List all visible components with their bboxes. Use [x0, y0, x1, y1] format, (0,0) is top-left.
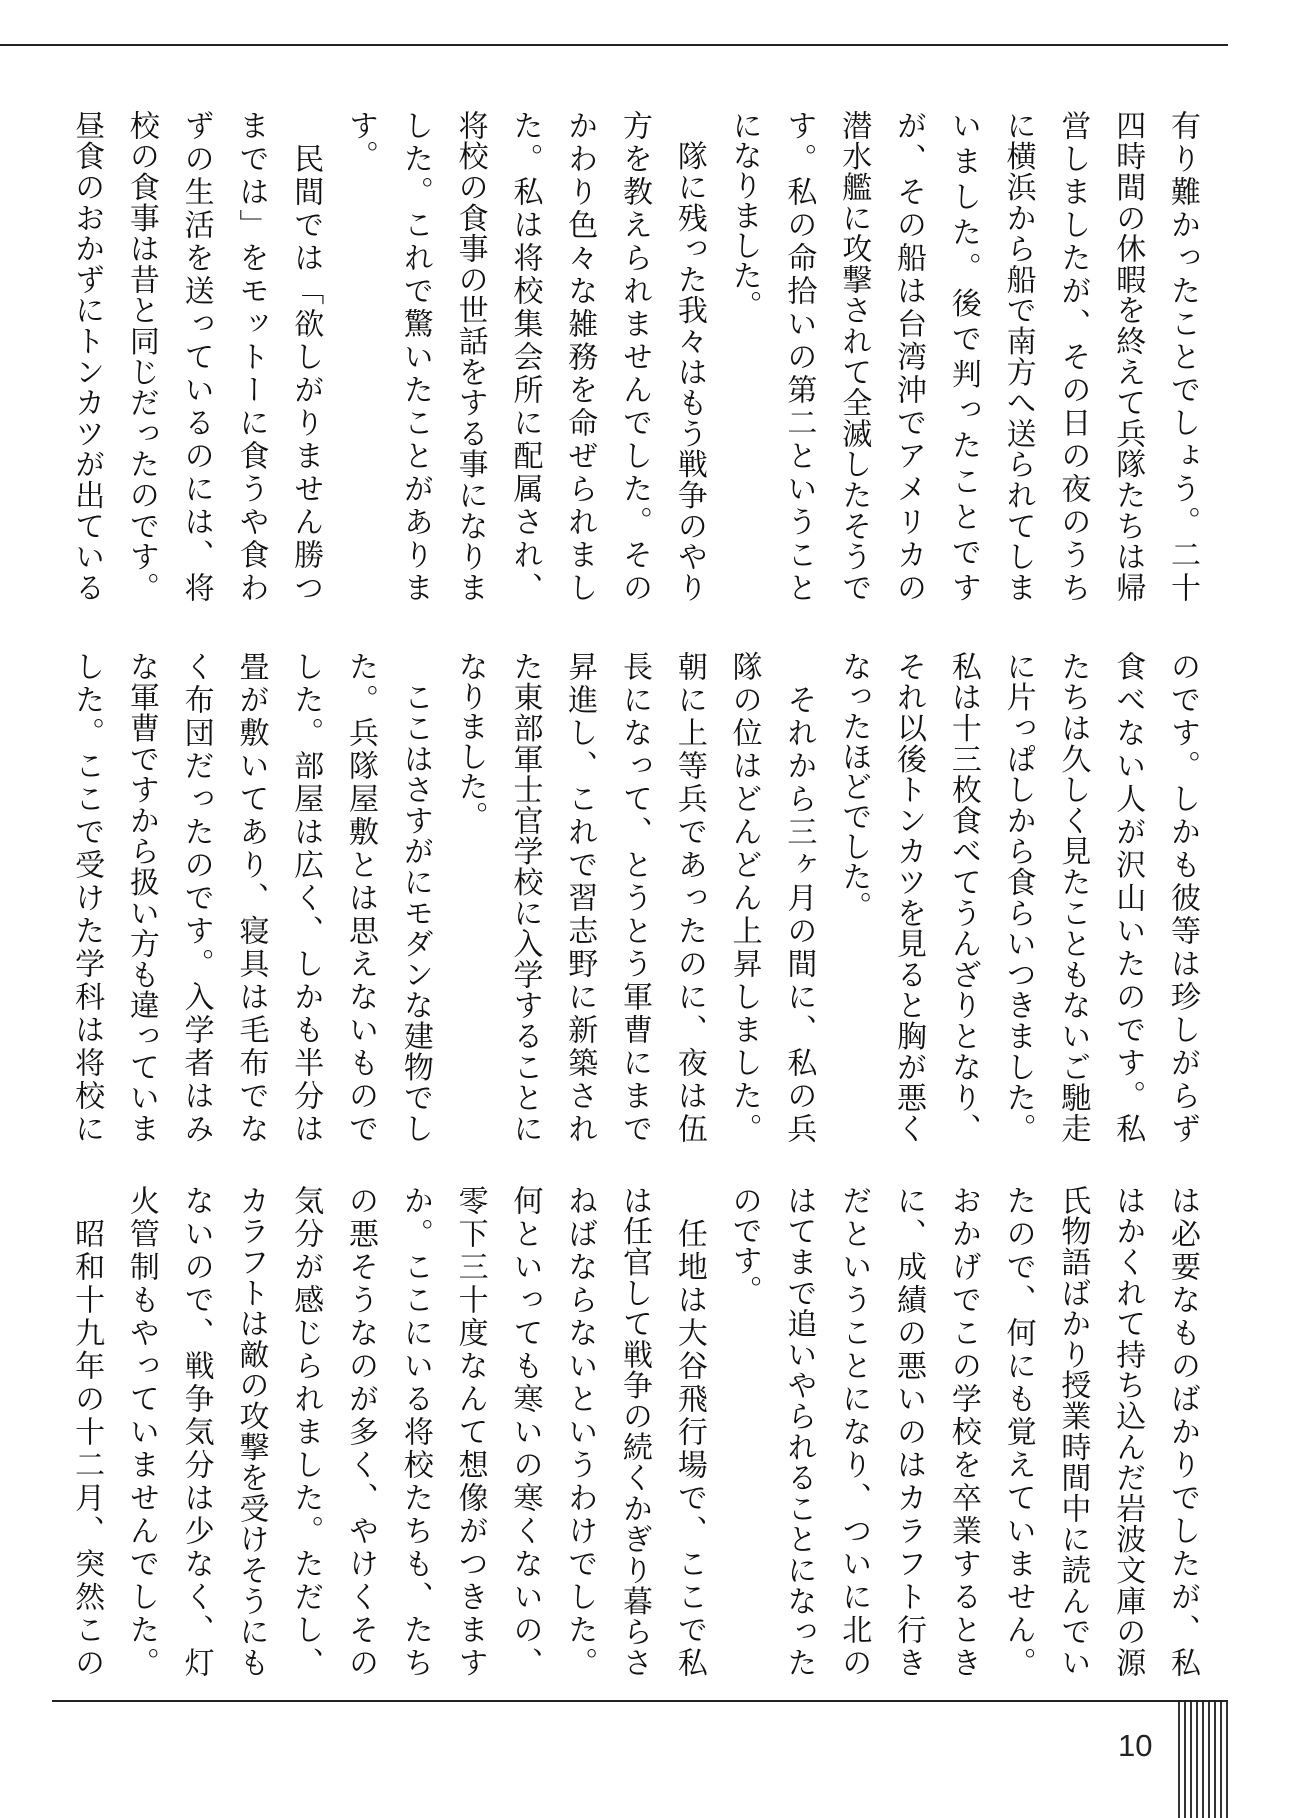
text-column: に、成績の悪いのはカラフト行き — [891, 1185, 927, 1677]
text-column: 氏物語ばかり授業時間中に読んでい — [1055, 1185, 1091, 1677]
text-column: のです。 — [726, 1185, 762, 1305]
text-column: カラフトは敵の攻撃を受けそうにも — [233, 1185, 269, 1677]
text-column: 隊の位はどんどん上昇しました。 — [726, 651, 762, 1143]
text-block-middle — [58, 651, 1209, 1143]
text-column: 営しましたが、その日の夜のうち — [1055, 110, 1091, 602]
text-column: 昇進し、これで習志野に新築され — [562, 651, 598, 1143]
text-block-top — [58, 110, 1209, 602]
text-column: のです。しかも彼等は珍しがらず — [1165, 651, 1200, 1143]
text-column: かわり色々な雑務を命ぜられまし — [562, 110, 598, 602]
text-column: たちは久しく見たこともないご馳走 — [1055, 651, 1091, 1143]
bottom-rule — [52, 1700, 1228, 1702]
text-column: 食べない人が沢山いたのです。私 — [1110, 651, 1146, 1143]
text-column: 昭和十九年の十二月、突然この — [69, 1185, 105, 1677]
text-column: 任地は大谷飛行場で、ここで私 — [671, 1185, 707, 1677]
edge-bars-decoration — [1178, 1702, 1230, 1818]
text-column: それから三ヶ月の間に、私の兵 — [781, 651, 817, 1143]
text-column: は任官して戦争の続くかぎり暮らさ — [617, 1185, 653, 1677]
text-column: ねばならないというわけでした。 — [562, 1185, 598, 1677]
text-column: はかくれて持ち込んだ岩波文庫の源 — [1110, 1185, 1146, 1677]
text-column: 四時間の休暇を終えて兵隊たちは帰 — [1110, 110, 1146, 602]
text-column: た。私は将校集会所に配属され、 — [507, 110, 543, 602]
text-column: 火管制もやっていませんでした。 — [123, 1185, 159, 1677]
text-column: はてまで追いやられることになった — [781, 1185, 817, 1677]
text-column: 民間では「欲しがりません勝つ — [288, 110, 324, 602]
text-column: たので、何にも覚えていません。 — [1000, 1185, 1036, 1677]
text-column: までは」をモットーに食うや食わ — [233, 110, 269, 602]
text-column: 零下三十度なんて想像がつきます — [452, 1185, 488, 1677]
text-column: 朝に上等兵であったのに、夜は伍 — [671, 651, 707, 1143]
text-column: は必要なものばかりでしたが、私 — [1165, 1185, 1200, 1677]
text-column: 方を教えられませんでした。その — [617, 110, 653, 602]
text-column: 昼食のおかずにトンカツが出ている — [69, 110, 105, 602]
text-block-bottom — [58, 1185, 1209, 1677]
text-column: の悪そうなのが多く、やけくその — [343, 1185, 379, 1677]
text-column: な軍曹ですから扱い方も違っていま — [123, 651, 159, 1143]
text-column: に片っぱしから食らいつきました。 — [1000, 651, 1036, 1143]
text-column: それ以後トンカツを見ると胸が悪く — [891, 651, 927, 1143]
text-column: 有り難かったことでしょう。二十 — [1165, 110, 1200, 602]
text-column: す。 — [343, 110, 379, 170]
text-column: た東部軍士官学校に入学することに — [507, 651, 543, 1143]
text-column: く布団だったのです。入学者はみ — [178, 651, 214, 1143]
text-column: 長になって、とうとう軍曹にまで — [617, 651, 653, 1143]
text-column: なりました。 — [452, 651, 488, 831]
text-column: ないので、戦争気分は少なく、灯 — [178, 1185, 214, 1677]
text-column: ここはさすがにモダンな建物でし — [397, 651, 433, 1143]
text-column: に横浜から船で南方へ送られてしま — [1000, 110, 1036, 602]
text-column: なったほどでした。 — [836, 651, 872, 921]
page-number: 10 — [1118, 1728, 1153, 1763]
text-column: 隊に残った我々はもう戦争のやり — [671, 110, 707, 602]
text-column: 何といっても寒いの寒くないの、 — [507, 1185, 543, 1677]
text-column: した。ここで受けた学科は将校に — [69, 651, 105, 1143]
text-column: が、その船は台湾沖でアメリカの — [891, 110, 927, 602]
top-rule — [0, 44, 1228, 46]
text-column: した。これで驚いたことがありま — [397, 110, 433, 602]
text-column: 将校の食事の世話をする事になりま — [452, 110, 488, 602]
text-column: いました。後で判ったことです — [945, 110, 981, 602]
text-column: 校の食事は昔と同じだったのです。 — [123, 110, 159, 602]
text-column: した。部屋は広く、しかも半分は — [288, 651, 324, 1143]
text-column: 畳が敷いてあり、寝具は毛布でな — [233, 651, 269, 1143]
text-column: ずの生活を送っているのには、将 — [178, 110, 214, 602]
text-column: た。兵隊屋敷とは思えないもので — [343, 651, 379, 1143]
text-column: 気分が感じられました。ただし、 — [288, 1185, 324, 1677]
text-column: だということになり、ついに北の — [836, 1185, 872, 1677]
text-column: か。ここにいる将校たちも、たち — [397, 1185, 433, 1677]
text-column: 私は十三枚食べてうんざりとなり、 — [945, 651, 981, 1143]
text-column: になりました。 — [726, 110, 762, 320]
text-column: 潜水艦に攻撃されて全滅したそうで — [836, 110, 872, 602]
text-column: す。私の命拾いの第二ということ — [781, 110, 817, 602]
text-column: おかげでこの学校を卒業するとき — [945, 1185, 981, 1677]
